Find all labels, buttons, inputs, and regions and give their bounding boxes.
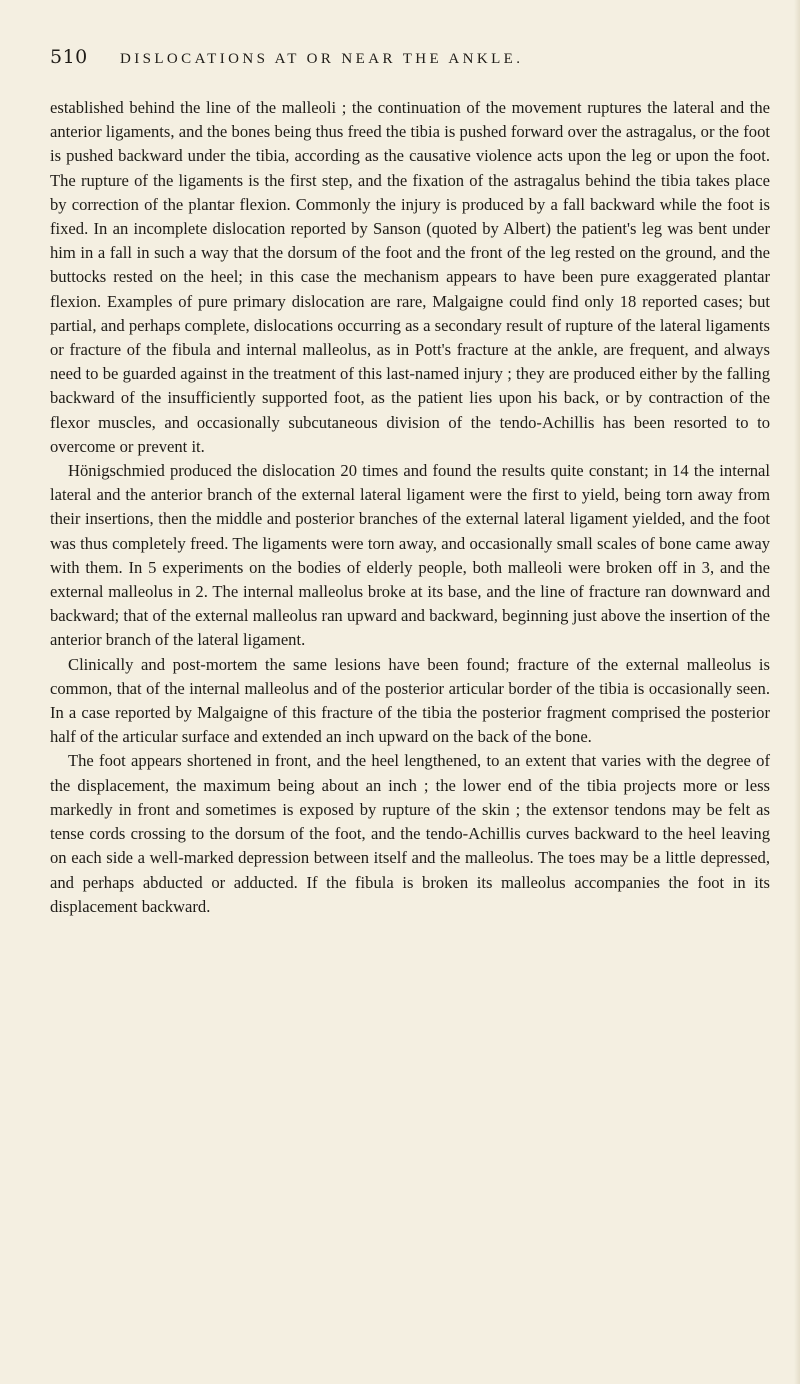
paragraph-2: Hönigschmied produced the dislocation 20 times and found the results quite constant; in 14 the internal lateral and the anterior branch of the external lateral ligament were the first to yield, being torn away from their insertions, then the middle and posterior branches of the external lateral ligament yielded, and the foot was thus completely freed. The ligaments were torn away, and occasionally small scales of bone came away with them. In 5 experiments on the bodies of elderly people, both malleoli were broken off in 3, and the external malleolus in 2. The internal malleolus broke at its base, and the line of fracture ran downward and backward; that of the external malleolus ran upward and backward, beginning just above the insertion of the anterior branch of the lateral ligament.: [50, 461, 770, 650]
page-number: 510: [50, 46, 88, 68]
paragraph-1: established behind the line of the malleoli ; the continuation of the movement ruptures the lateral and the anterior ligaments, and the bones being thus freed the tibia is pushed forward over the astragalus, or the foot is pushed backward under the tibia, according as the causative violence acts upon the leg or upon the foot. The rupture of the ligaments is the first step, and the fixation of the astragalus behind the tibia takes place by correction of the plantar flexion. Commonly the injury is produced by a fall backward while the foot is fixed. In an incomplete dislocation reported by Sanson (quoted by Albert) the patient's leg was bent under him in a fall in such a way that the dorsum of the foot and the front of the leg rested on the ground, and the buttocks rested on the heel; in this case the mechanism appears to have been pure exaggerated plantar flexion. Examples of pure primary dislocation are rare, Malgaigne could find only 18 reported cases; but partial, and perhaps complete, dislocations occurring as a secondary result of rupture of the lateral ligaments or fracture of the fibula and internal malleolus, as in Pott's fracture at the ankle, are frequent, and always need to be guarded against in the treatment of this last-named injury ; they are produced either by the falling backward of the insufficiently supported foot, as the patient lies upon his back, or by contraction of the flexor muscles, and occasionally subcutaneous division of the tendo-Achillis has been resorted to to overcome or prevent it.: [50, 98, 770, 456]
running-head: DISLOCATIONS AT OR NEAR THE ANKLE.: [120, 51, 524, 67]
body-text: [50, 96, 770, 919]
paragraph-3: Clinically and post-mortem the same lesions have been found; fracture of the external malleolus is common, that of the internal malleolus and of the posterior articular border of the tibia is occasionally seen. In a case reported by Malgaigne of this fracture of the tibia the posterior fragment comprised the posterior half of the articular surface and extended an inch upward on the back of the bone.: [50, 654, 770, 747]
page-header: [50, 46, 770, 80]
paragraph-4: The foot appears shortened in front, and the heel lengthened, to an extent that varies with the degree of the displacement, the maximum being about an inch ; the lower end of the tibia projects more or less markedly in front and sometimes is exposed by rupture of the skin ; the extensor tendons may be felt as tense cords crossing to the dorsum of the foot, and the tendo-Achillis curves backward to the heel leaving on each side a well-marked depression between itself and the malleolus. The toes may be a little depressed, and perhaps abducted or adducted. If the fibula is broken its malleolus accompanies the foot in its displacement backward.: [50, 751, 770, 916]
page-edge-shadow: [794, 0, 800, 1384]
